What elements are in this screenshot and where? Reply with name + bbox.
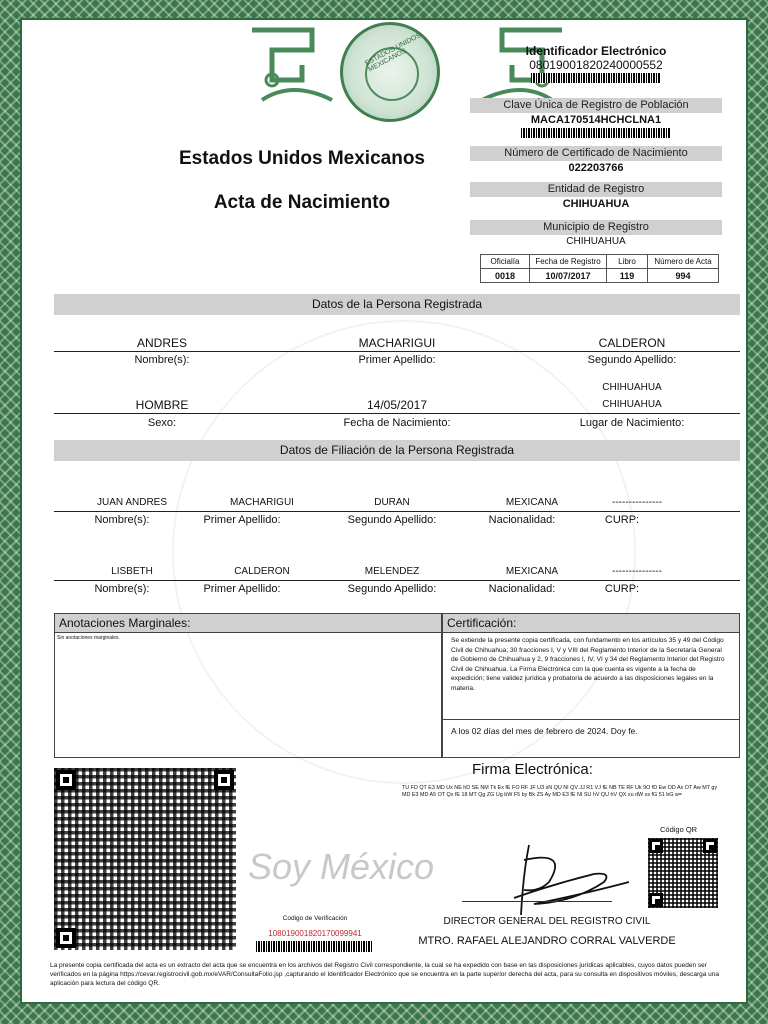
mother-curp-label: CURP: bbox=[604, 583, 640, 595]
table-cell: 10/07/2017 bbox=[530, 269, 607, 283]
municipality-value: CHIHUAHUA bbox=[566, 236, 626, 247]
birth-place-label: Lugar de Nacimiento: bbox=[579, 417, 685, 429]
signature-hash: TU FD QT E3 MD Ux NE hD SE NM Tk Ex fE FO RF JF U3 xN QU NI QV JJ R1 VJ fE NB TE RF Uk 9O fD Ew OD Ax OT Aw MT gy MD E3 MD A5 OT Qx fE 18 MT Qg ZG Ug bW F5 by Bk ZS Ay MD E3 fE NI SU hV QU hV QX xu dW xs fG 51 bG w= bbox=[402, 785, 718, 798]
electronic-id-block bbox=[470, 44, 722, 84]
birth-place-line-2: CHIHUAHUA bbox=[602, 399, 662, 410]
curp-block bbox=[470, 98, 722, 139]
divider bbox=[54, 511, 740, 512]
father-curp-label: CURP: bbox=[604, 514, 640, 526]
verification-qr-code[interactable] bbox=[54, 768, 236, 950]
signature-title: Firma Electrónica: bbox=[472, 761, 593, 778]
person-birth-date: 14/05/2017 bbox=[366, 398, 428, 412]
last-name-2-label: Segundo Apellido: bbox=[587, 354, 677, 366]
municipality-block bbox=[470, 220, 722, 249]
certificate-value: 022203766 bbox=[568, 162, 624, 174]
certification-box bbox=[442, 613, 740, 758]
mother-name: LISBETH bbox=[111, 566, 153, 577]
verification-code: 108019001820170099941 bbox=[268, 929, 362, 938]
table-cell: 994 bbox=[648, 269, 719, 283]
certificate-block bbox=[470, 146, 722, 175]
divider bbox=[54, 351, 740, 352]
handwritten-signature-icon bbox=[484, 840, 634, 920]
table-header-cell: Número de Acta bbox=[648, 255, 719, 269]
mother-last-name-2-label: Segundo Apellido: bbox=[347, 583, 437, 595]
small-qr-code[interactable] bbox=[648, 838, 718, 908]
father-name-label: Nombre(s): bbox=[94, 514, 150, 526]
official-title: DIRECTOR GENERAL DEL REGISTRO CIVIL bbox=[443, 916, 651, 927]
small-qr-label: Código QR bbox=[660, 825, 698, 834]
person-section-title: Datos de la Persona Registrada bbox=[54, 294, 740, 315]
person-sex: HOMBRE bbox=[135, 398, 189, 412]
birth-place-line-1: CHIHUAHUA bbox=[602, 382, 662, 393]
certificate-label: Número de Certificado de Nacimiento bbox=[470, 146, 722, 161]
annotations-title: Anotaciones Marginales: bbox=[55, 614, 441, 633]
country-title: Estados Unidos Mexicanos bbox=[178, 148, 425, 169]
table-header-cell: Oficialía bbox=[481, 255, 530, 269]
signature-line bbox=[462, 901, 612, 902]
registry-table-row bbox=[481, 269, 719, 283]
mother-name-label: Nombre(s): bbox=[94, 583, 150, 595]
first-name-label: Nombre(s): bbox=[134, 354, 190, 366]
footer-legal-text: La presente copia certificada del acta es un extracto del acta que se encuentra en los archivos del Registro Civil correspondiente, la cual se ha expedido con base en las disposiciones jurídicas aplicables, cuyos datos pueden ser verificados en la página https://cevar.registrocivil.gob.mx/eVAR/ConsultaFolio.jsp ,capturando el Identificador Electrónico que se encuentra en la parte superior derecha del acta, para su consulta en dispositivos móviles, descarga una aplicación para lectura del código QR. bbox=[50, 962, 720, 987]
verification-label: Codigo de Verificación bbox=[282, 915, 348, 922]
curp-label: Clave Única de Registro de Población bbox=[470, 98, 722, 113]
document-body bbox=[20, 18, 748, 1004]
mother-last-name-1: CALDERON bbox=[234, 566, 290, 577]
divider bbox=[54, 580, 740, 581]
slogan: Soy México bbox=[248, 846, 435, 887]
table-cell: 119 bbox=[607, 269, 648, 283]
table-header-cell: Fecha de Registro bbox=[530, 255, 607, 269]
father-nationality: MEXICANA bbox=[505, 497, 559, 508]
father-last-name-1: MACHARIGUI bbox=[230, 497, 294, 508]
mother-last-name-1-label: Primer Apellido: bbox=[203, 583, 281, 595]
certification-text: Se extiende la presente copia certificada, con fundamento en los artículos 35 y 49 del Código Civil de Chihuahua; 30 fracciones I, V y VIII del Reglamento Interior de la Secretaría General de Gobierno de Chihuahua y 2, 9 fracciones I, IV, VI y 34 del Reglamento Interior del Registro Civil de Chihuahua. La Firma Electrónica con la que cuenta es vigente a la fecha de expedición; tiene validez jurídica y probatoria de acuerdo a las disposiciones legales en la materia. bbox=[443, 633, 739, 720]
electronic-id-barcode bbox=[531, 73, 661, 83]
person-last-name-2: CALDERON bbox=[598, 336, 666, 350]
curp-barcode bbox=[521, 128, 671, 138]
father-last-name-2-label: Segundo Apellido: bbox=[347, 514, 437, 526]
mother-nationality-label: Nacionalidad: bbox=[488, 583, 556, 595]
annotations-box bbox=[54, 613, 442, 758]
father-nationality-label: Nacionalidad: bbox=[488, 514, 556, 526]
sex-label: Sexo: bbox=[147, 417, 177, 429]
certification-title: Certificación: bbox=[443, 614, 739, 633]
mother-curp: --------------- bbox=[612, 566, 662, 577]
table-header-cell: Libro bbox=[607, 255, 648, 269]
official-name: MTRO. RAFAEL ALEJANDRO CORRAL VALVERDE bbox=[418, 935, 676, 947]
father-last-name-2: DURAN bbox=[374, 497, 410, 508]
annotations-text: Sin anotaciones marginales. bbox=[57, 635, 120, 641]
father-curp: --------------- bbox=[612, 497, 662, 508]
table-cell: 0018 bbox=[481, 269, 530, 283]
verification-barcode bbox=[256, 941, 372, 952]
entity-label: Entidad de Registro bbox=[470, 182, 722, 197]
electronic-id-value: 08019001820240000552 bbox=[529, 58, 663, 72]
father-name: JUAN ANDRES bbox=[96, 497, 167, 508]
registry-table-header bbox=[481, 255, 719, 269]
filiation-section-title: Datos de Filiación de la Persona Registrada bbox=[54, 440, 740, 461]
person-last-name-1: MACHARIGUI bbox=[358, 336, 436, 350]
document-title: Acta de Nacimiento bbox=[213, 192, 391, 213]
registry-table bbox=[480, 254, 719, 283]
person-first-name: ANDRES bbox=[136, 336, 187, 350]
entity-value: CHIHUAHUA bbox=[562, 198, 630, 210]
divider bbox=[54, 413, 740, 414]
entity-block bbox=[470, 182, 722, 211]
municipality-label: Municipio de Registro bbox=[470, 220, 722, 235]
father-last-name-1-label: Primer Apellido: bbox=[203, 514, 281, 526]
last-name-1-label: Primer Apellido: bbox=[358, 354, 436, 366]
seal-text: ESTADOS UNIDOS MEXICANOS bbox=[364, 32, 423, 74]
certification-date: A los 02 días del mes de febrero de 2024. Doy fe. bbox=[451, 726, 638, 736]
birth-date-label: Fecha de Nacimiento: bbox=[343, 417, 451, 429]
national-seal-icon bbox=[340, 22, 440, 122]
mother-last-name-2: MELENDEZ bbox=[364, 566, 420, 577]
mother-nationality: MEXICANA bbox=[505, 566, 559, 577]
curp-value: MACA170514HCHCLNA1 bbox=[530, 114, 662, 126]
electronic-id-label: Identificador Electrónico bbox=[525, 44, 667, 58]
